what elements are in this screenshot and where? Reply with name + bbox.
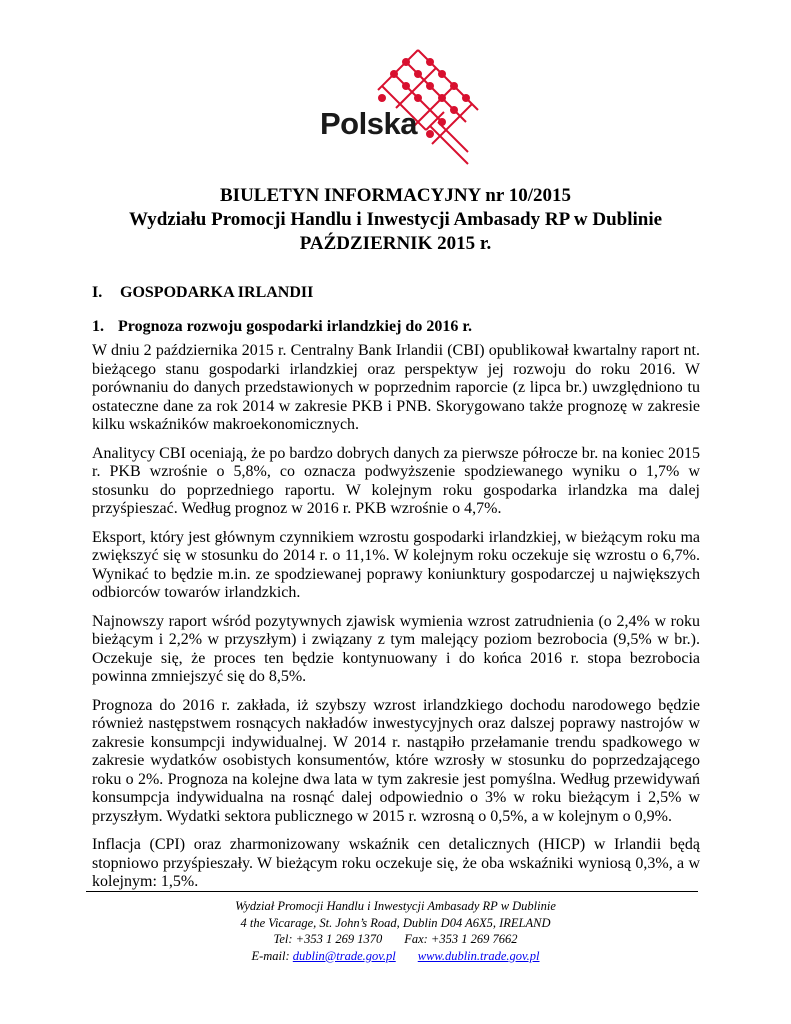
subsection-title: Prognoza rozwoju gospodarki irlandzkiej do 2016 r.	[118, 318, 472, 335]
paragraph: Eksport, który jest głównym czynnikiem wzrostu gospodarki irlandzkiej, w bieżącym roku ma zwiększyć się w stosunku do 2014 r. o 11,1%. W kolejnym roku oczekuje się wzrostu o 6,7%. Wynikać to będzie m.in. ze spodziewanej poprawy koniunktury gospodarczej u największych odbiorców towarów irlandzkich.	[92, 528, 700, 601]
footer-tel: Tel: +353 1 269 1370	[273, 932, 383, 946]
footer-divider	[86, 891, 698, 892]
paragraph: Najnowszy raport wśród pozytywnych zjawisk wymienia wzrost zatrudnienia (o 2,4% w roku bieżącym i 2,2% w przyszłym) i związany z tym malejący poziom bezrobocia (9,5% w br.). Oczekuje się, że proces ten będzie kontynuowany i do końca 2016 r. stopa bezrobocia powinna zmniejszyć się do 8,5%.	[92, 612, 700, 685]
footer-email-label: E-mail:	[251, 948, 290, 963]
bulletin-title	[0, 184, 791, 256]
title-line-1: BIULETYN INFORMACYJNY nr 10/2015	[220, 185, 571, 206]
footer-contact	[0, 948, 791, 965]
polska-logo-text: Polska	[320, 106, 417, 141]
polska-logo	[318, 48, 488, 166]
section-title: GOSPODARKA IRLANDII	[120, 284, 314, 301]
paragraph: W dniu 2 października 2015 r. Centralny Bank Irlandii (CBI) opublikował kwartalny raport nt. bieżącego stanu gospodarki irlandzkiej oraz perspektyw jej rozwoju do roku 2016. W porównaniu do danych przedstawionych w poprzednim raporcie (z lipca br.) uwzględniono tu ostateczne dane za rok 2014 w zakresie PKB i PNB. Skorygowano także prognozę w zakresie kilku wskaźników makroekonomicznych.	[92, 342, 700, 433]
footer-website-link[interactable]: www.dublin.trade.gov.pl	[417, 948, 540, 963]
subsection-heading	[92, 318, 472, 336]
footer-address: 4 the Vicarage, St. John’s Road, Dublin D04 A6X5, IRELAND	[240, 915, 551, 930]
section-heading	[92, 284, 313, 302]
footer	[0, 898, 791, 964]
title-line-2: Wydziału Promocji Handlu i Inwestycji Ambasady RP w Dublinie	[128, 209, 663, 230]
paragraph: Inflacja (CPI) oraz zharmonizowany wskaźnik cen detalicznych (HICP) w Irlandii będą stopniowo przyśpieszały. W bieżącym roku oczekuje się, że oba wskaźniki wyniosą 0,3%, a w kolejnym: 1,5%.	[92, 836, 700, 890]
paragraph: Prognoza do 2016 r. zakłada, iż szybszy wzrost irlandzkiego dochodu narodowego będzie również następstwem rosnących nakładów inwestycyjnych oraz dalszej poprawy nastrojów w zakresie konsumpcji indywidualnej. W 2014 r. nastąpiło przełamanie trendu spadkowego w zakresie wydatków osobistych konsumentów, które wzrosły w stosunku do poprzedzającego roku o 2%. Prognoza na kolejne dwa lata w tym zakresie jest pomyślna. Według przewidywań konsumpcja indywidualna na rosnąć dalej odpowiednio o 3% w roku bieżącym i 2,5% w przyszłym. Wydatki sektora publicznego w 2015 r. wzrosną o 0,5%, a w kolejnym o 0,9%.	[92, 696, 700, 825]
subsection-number: 1.	[92, 318, 104, 335]
paragraph: Analitycy CBI oceniają, że po bardzo dobrych danych za pierwsze półrocze br. na koniec 2015 r. PKB wzrośnie o 5,8%, co oznacza podwyższenie spodziewanego wyniku o 1,7% w stosunku do poprzedniego raportu. W kolejnym roku gospodarka irlandzka ma dalej przyśpieszać. Według prognoz w 2016 r. PKB wzrośnie o 4,7%.	[92, 444, 700, 517]
title-line-3: PAŹDZIERNIK 2015 r.	[299, 233, 492, 254]
footer-email-link[interactable]: dublin@trade.gov.pl	[292, 948, 396, 963]
article-body	[92, 342, 700, 902]
footer-fax: Fax: +353 1 269 7662	[404, 932, 518, 946]
section-number: I.	[92, 284, 103, 301]
footer-phone-fax	[0, 931, 791, 948]
footer-organization: Wydział Promocji Handlu i Inwestycji Ambasady RP w Dublinie	[235, 899, 556, 913]
